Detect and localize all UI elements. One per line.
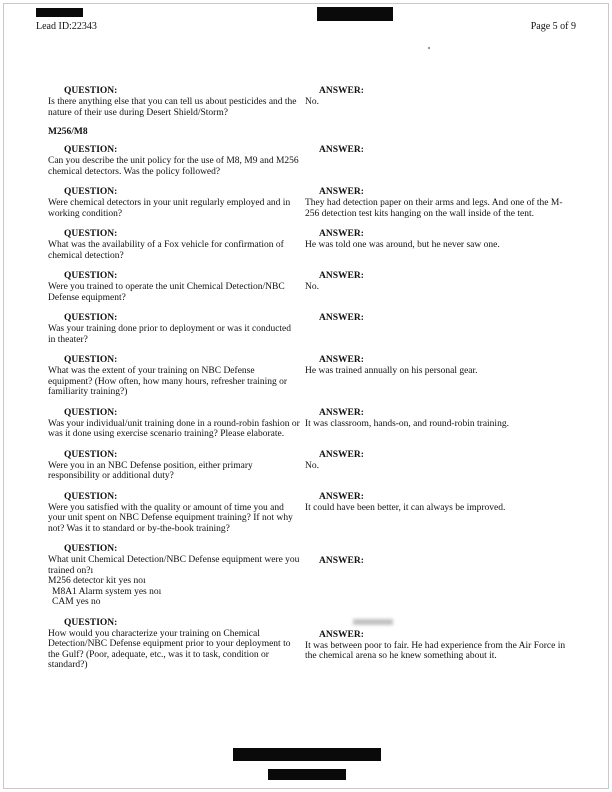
qa-block [48, 144, 575, 177]
answer-cell [305, 85, 567, 118]
question-cell [48, 543, 300, 608]
answer-label: ANSWER: [319, 449, 364, 460]
answer-cell [305, 270, 567, 303]
question-cell [48, 312, 300, 345]
answer-text: It was between poor to fair. He had experience from the Air Force in the chemical arena so he knew something about it. [305, 640, 566, 661]
question-label: QUESTION: [64, 313, 118, 323]
answer-text: They had detection paper on their arms and legs. And one of the M-256 detection test kits hanging on the wall inside of the tent. [305, 198, 563, 219]
redaction-bar-top-center [317, 7, 393, 21]
answer-label: ANSWER: [319, 629, 364, 640]
qa-block [48, 354, 575, 398]
qa-block [48, 407, 575, 440]
qa-block [48, 491, 575, 535]
question-cell [48, 85, 300, 118]
answer-cell [305, 186, 567, 219]
page-number: Page 5 of 9 [530, 21, 576, 32]
question-text: Is there anything else that you can tell us about pesticides and the nature of their use during Desert Shield/Storm? [48, 97, 297, 118]
question-text: Can you describe the unit policy for the use of M8, M9 and M256 chemical detectors. Was the policy followed? [48, 156, 299, 177]
question-cell [48, 270, 300, 303]
question-label: QUESTION: [64, 271, 118, 281]
question-cell [48, 186, 300, 219]
question-label: QUESTION: [64, 449, 118, 460]
question-text: Were you trained to operate the unit Chemical Detection/NBC Defense equipment? [48, 282, 285, 303]
question-label: QUESTION: [64, 187, 118, 197]
answer-cell [305, 144, 567, 177]
question-text: How would you characterize your training on Chemical Detection/NBC Defense equipment prior to your deployment to the Gulf? (Poor, adequate, etc., was it to task, condition or standard?) [48, 628, 291, 670]
answer-label: ANSWER: [319, 556, 364, 566]
redaction-bar-bottom-2 [268, 769, 346, 780]
question-text: What was the extent of your training on NBC Defense equipment? (How often, how many hours, refresher training or familiarity training?) [48, 366, 288, 397]
question-label: QUESTION: [64, 491, 118, 502]
section-header: M256/M8 [48, 127, 88, 137]
answer-label: ANSWER: [319, 187, 364, 197]
qa-block [48, 617, 575, 671]
answer-label: ANSWER: [319, 271, 364, 281]
answer-label: ANSWER: [319, 355, 364, 365]
question-cell [48, 354, 300, 398]
scan-artifact-dot [428, 47, 430, 49]
question-cell [48, 449, 300, 482]
answer-cell [305, 228, 567, 261]
scan-smudge [353, 619, 393, 625]
answer-text: He was told one was around, but he never saw one. [305, 240, 500, 250]
answer-text: No. [305, 460, 319, 471]
question-label: QUESTION: [64, 544, 118, 554]
question-cell [48, 228, 300, 261]
question-label: QUESTION: [64, 407, 118, 418]
question-cell [48, 407, 300, 440]
checklist-item-m256: M256 detector kit yes noı [48, 576, 146, 586]
answer-cell [305, 354, 567, 398]
qa-block [48, 449, 575, 482]
lead-id: Lead ID:22343 [36, 21, 97, 32]
answer-text: No. [305, 97, 319, 107]
qa-block [48, 85, 575, 118]
answer-label: ANSWER: [319, 145, 364, 155]
answer-cell [305, 449, 567, 482]
qa-block [48, 543, 575, 608]
qa-block [48, 270, 575, 303]
question-cell [48, 491, 300, 535]
question-label: QUESTION: [64, 86, 118, 96]
answer-cell [305, 491, 567, 535]
qa-block [48, 312, 575, 345]
question-text: Were you satisfied with the quality or amount of time you and your unit spent on NBC Defense equipment training? If not why not? Was it to standard or by-the-book training? [48, 502, 293, 534]
question-cell [48, 617, 300, 671]
question-text: What unit Chemical Detection/NBC Defense equipment were you trained on?ı [48, 555, 300, 576]
redaction-bar-bottom-1 [233, 748, 381, 761]
answer-label: ANSWER: [319, 313, 364, 323]
answer-text: It was classroom, hands-on, and round-robin training. [305, 418, 509, 429]
question-label: QUESTION: [64, 229, 118, 239]
answer-label: ANSWER: [319, 86, 364, 96]
answer-cell [305, 312, 567, 345]
answer-text: It could have been better, it can always be improved. [305, 502, 506, 513]
answer-cell [305, 617, 567, 671]
question-text: What was the availability of a Fox vehicle for confirmation of chemical detection? [48, 240, 284, 261]
question-label: QUESTION: [64, 355, 118, 365]
question-cell [48, 144, 300, 177]
checklist-item-m8a1: M8A1 Alarm system yes noı [52, 586, 162, 597]
qa-content [48, 85, 575, 680]
question-label: QUESTION: [64, 145, 118, 155]
question-text: Was your individual/unit training done in a round-robin fashion or was it done using exercise scenario training? Please elaborate. [48, 418, 300, 439]
answer-label: ANSWER: [319, 229, 364, 239]
answer-label: ANSWER: [319, 491, 364, 502]
question-text: Were chemical detectors in your unit regularly employed and in working condition? [48, 198, 291, 219]
answer-cell [305, 407, 567, 440]
question-label: QUESTION: [64, 617, 118, 628]
redaction-bar-top-left [36, 8, 83, 17]
answer-text: No. [305, 282, 319, 292]
question-text: Were you in an NBC Defense position, either primary responsibility or additional duty? [48, 460, 253, 481]
checklist-item-cam: CAM yes no [52, 597, 101, 607]
qa-block [48, 228, 575, 261]
question-text: Was your training done prior to deployment or was it conducted in theater? [48, 324, 292, 345]
answer-cell [305, 543, 567, 608]
answer-label: ANSWER: [319, 407, 364, 418]
answer-text: He was trained annually on his personal gear. [305, 366, 478, 376]
qa-block [48, 186, 575, 219]
